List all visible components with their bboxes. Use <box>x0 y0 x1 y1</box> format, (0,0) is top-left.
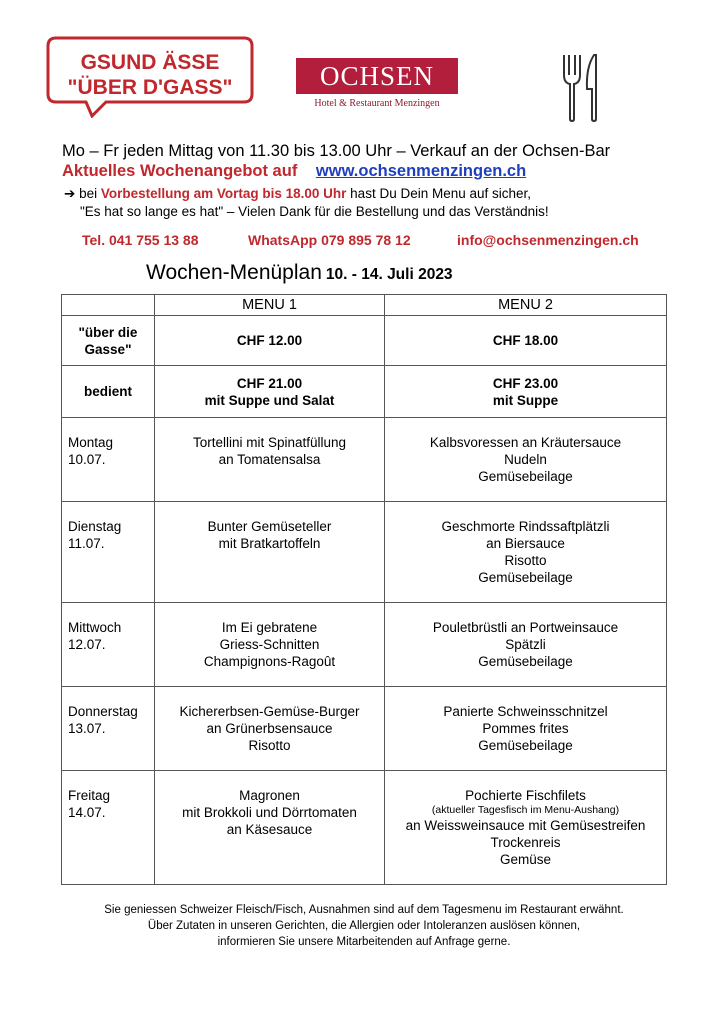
day-name: Donnerstag <box>68 704 138 719</box>
plan-title: Wochen-Menüplan <box>146 261 322 284</box>
price-value: CHF 23.00 <box>492 375 559 391</box>
table-row <box>62 771 667 885</box>
day-date: 11.07. <box>68 536 105 551</box>
menu1-dish <box>155 502 385 603</box>
day-name: Freitag <box>68 788 111 803</box>
footer-line: Sie geniessen Schweizer Fleisch/Fisch, Ausnahmen sind auf dem Tagesmenu im Restaurant erwähnt. <box>104 904 624 916</box>
contact-email[interactable]: info@ochsenmenzingen.ch <box>457 232 639 248</box>
dish-line: Kichererbsen-Gemüse-Burger <box>179 704 360 719</box>
table-row <box>62 502 667 603</box>
menu1-dish <box>155 687 385 771</box>
day-cell <box>62 502 155 603</box>
dish-line: Risotto <box>504 553 547 568</box>
preorder-pre: bei <box>75 186 101 201</box>
price-bedient-menu2 <box>385 366 667 418</box>
preorder-highlight: Vorbestellung am Vortag bis 18.00 Uhr <box>100 186 347 201</box>
dish-line: Panierte Schweinsschnitzel <box>443 704 608 719</box>
dish-line: Geschmorte Rindssaftplätzli <box>441 519 610 534</box>
dish-line: Gemüsebeilage <box>478 654 573 669</box>
table-row <box>62 687 667 771</box>
dish-line: Spätzli <box>505 637 546 652</box>
dish-line: Nudeln <box>504 452 547 467</box>
table-header-row <box>62 295 667 316</box>
dish-line: an Biersauce <box>486 536 565 551</box>
fork-knife-icon <box>560 53 604 123</box>
day-cell <box>62 771 155 885</box>
dish-line: Magronen <box>239 788 300 803</box>
menu1-dish <box>155 603 385 687</box>
day-date: 14.07. <box>68 805 106 820</box>
dish-line: Pouletbrüstli an Portweinsauce <box>432 620 619 635</box>
slogan-line2: "ÜBER D'GASS" <box>67 76 233 99</box>
menu1-dish <box>155 771 385 885</box>
weekly-offer-line <box>62 162 526 181</box>
menu1-dish <box>155 418 385 502</box>
dish-line: Gemüsebeilage <box>478 570 573 585</box>
dish-line: Champignons-Ragoût <box>203 654 336 669</box>
menu2-dish <box>385 502 667 603</box>
dish-line: Gemüsebeilage <box>478 469 573 484</box>
dish-line: Gemüsebeilage <box>478 738 573 753</box>
thanks-line: "Es hat so lange es hat" – Vielen Dank für die Bestellung und das Verständnis! <box>80 204 549 219</box>
logo-subtitle: Hotel & Restaurant Menzingen <box>314 98 440 109</box>
ochsen-logo <box>296 58 458 114</box>
price-note: mit Suppe <box>492 392 559 408</box>
dish-line: an Grünerbsensauce <box>206 721 333 736</box>
table-row <box>62 418 667 502</box>
day-date: 10.07. <box>68 452 106 467</box>
day-cell <box>62 687 155 771</box>
day-name: Dienstag <box>68 519 122 534</box>
menu2-dish <box>385 603 667 687</box>
dish-line: Risotto <box>248 738 291 753</box>
contact-phone[interactable]: Tel. 041 755 13 88 <box>82 232 199 248</box>
day-cell <box>62 603 155 687</box>
slogan-bubble <box>46 36 254 114</box>
price-gasse-menu1: CHF 12.00 <box>155 316 385 366</box>
table-row <box>62 366 667 418</box>
day-name: Montag <box>68 435 114 450</box>
logo-name: OCHSEN <box>296 58 458 94</box>
footer-line: informieren Sie unsere Mitarbeitenden auf Anfrage gerne. <box>217 936 511 948</box>
day-date: 13.07. <box>68 721 106 736</box>
weekly-offer-label: Aktuelles Wochenangebot auf <box>62 162 298 180</box>
dish-line: an Weissweinsauce mit Gemüsestreifen <box>405 818 646 833</box>
dish-line: an Tomatensalsa <box>218 452 321 467</box>
col-header-menu2: MENU 2 <box>385 295 667 316</box>
dish-line: Pommes frites <box>482 721 569 736</box>
footer-note <box>60 902 668 950</box>
dish-line: Pochierte Fischfilets <box>465 788 586 803</box>
row-label-gasse: "über die Gasse" <box>62 316 155 366</box>
dish-line: Gemüse <box>499 852 552 867</box>
dish-line: Trockenreis <box>490 835 561 850</box>
price-value: CHF 21.00 <box>236 375 303 391</box>
row-label-bedient: bedient <box>62 366 155 418</box>
day-cell <box>62 418 155 502</box>
menu-table <box>61 294 667 885</box>
dish-line: Tortellini mit Spinatfüllung <box>192 435 347 450</box>
menu2-dish <box>385 418 667 502</box>
page-title <box>146 261 453 285</box>
slogan-line1: GSUND ÄSSE <box>80 51 220 74</box>
price-bedient-menu1 <box>155 366 385 418</box>
contact-whatsapp[interactable]: WhatsApp 079 895 78 12 <box>248 232 411 248</box>
corner-cell <box>62 295 155 316</box>
price-gasse-menu2: CHF 18.00 <box>385 316 667 366</box>
dish-line: Bunter Gemüseteller <box>207 519 332 534</box>
dish-line: mit Brokkoli und Dörrtomaten <box>182 805 357 820</box>
day-date: 12.07. <box>68 637 106 652</box>
table-row <box>62 316 667 366</box>
footer-line: Über Zutaten in unseren Gerichten, die Allergien oder Intoleranzen auslösen können, <box>147 920 581 932</box>
arrow-right-icon: ➔ <box>64 186 76 201</box>
price-note: mit Suppe und Salat <box>204 392 335 408</box>
dish-line: Griess-Schnitten <box>219 637 320 652</box>
preorder-post: hast Du Dein Menu auf sicher, <box>346 186 532 201</box>
preorder-line <box>64 186 531 202</box>
dish-line: Im Ei gebratene <box>221 620 318 635</box>
dish-note: (aktueller Tagesfisch im Menu-Aushang) <box>431 804 620 816</box>
table-row <box>62 603 667 687</box>
day-name: Mittwoch <box>68 620 122 635</box>
menu2-dish <box>385 687 667 771</box>
dish-line: mit Bratkartoffeln <box>218 536 321 551</box>
website-link[interactable]: www.ochsenmenzingen.ch <box>315 162 527 180</box>
menu2-dish <box>385 771 667 885</box>
col-header-menu1: MENU 1 <box>155 295 385 316</box>
dish-line: an Käsesauce <box>226 822 313 837</box>
plan-dates: 10. - 14. Juli 2023 <box>325 266 453 283</box>
opening-hours: Mo – Fr jeden Mittag von 11.30 bis 13.00 Uhr – Verkauf an der Ochsen-Bar <box>62 142 611 160</box>
dish-line: Kalbsvoressen an Kräutersauce <box>429 435 622 450</box>
